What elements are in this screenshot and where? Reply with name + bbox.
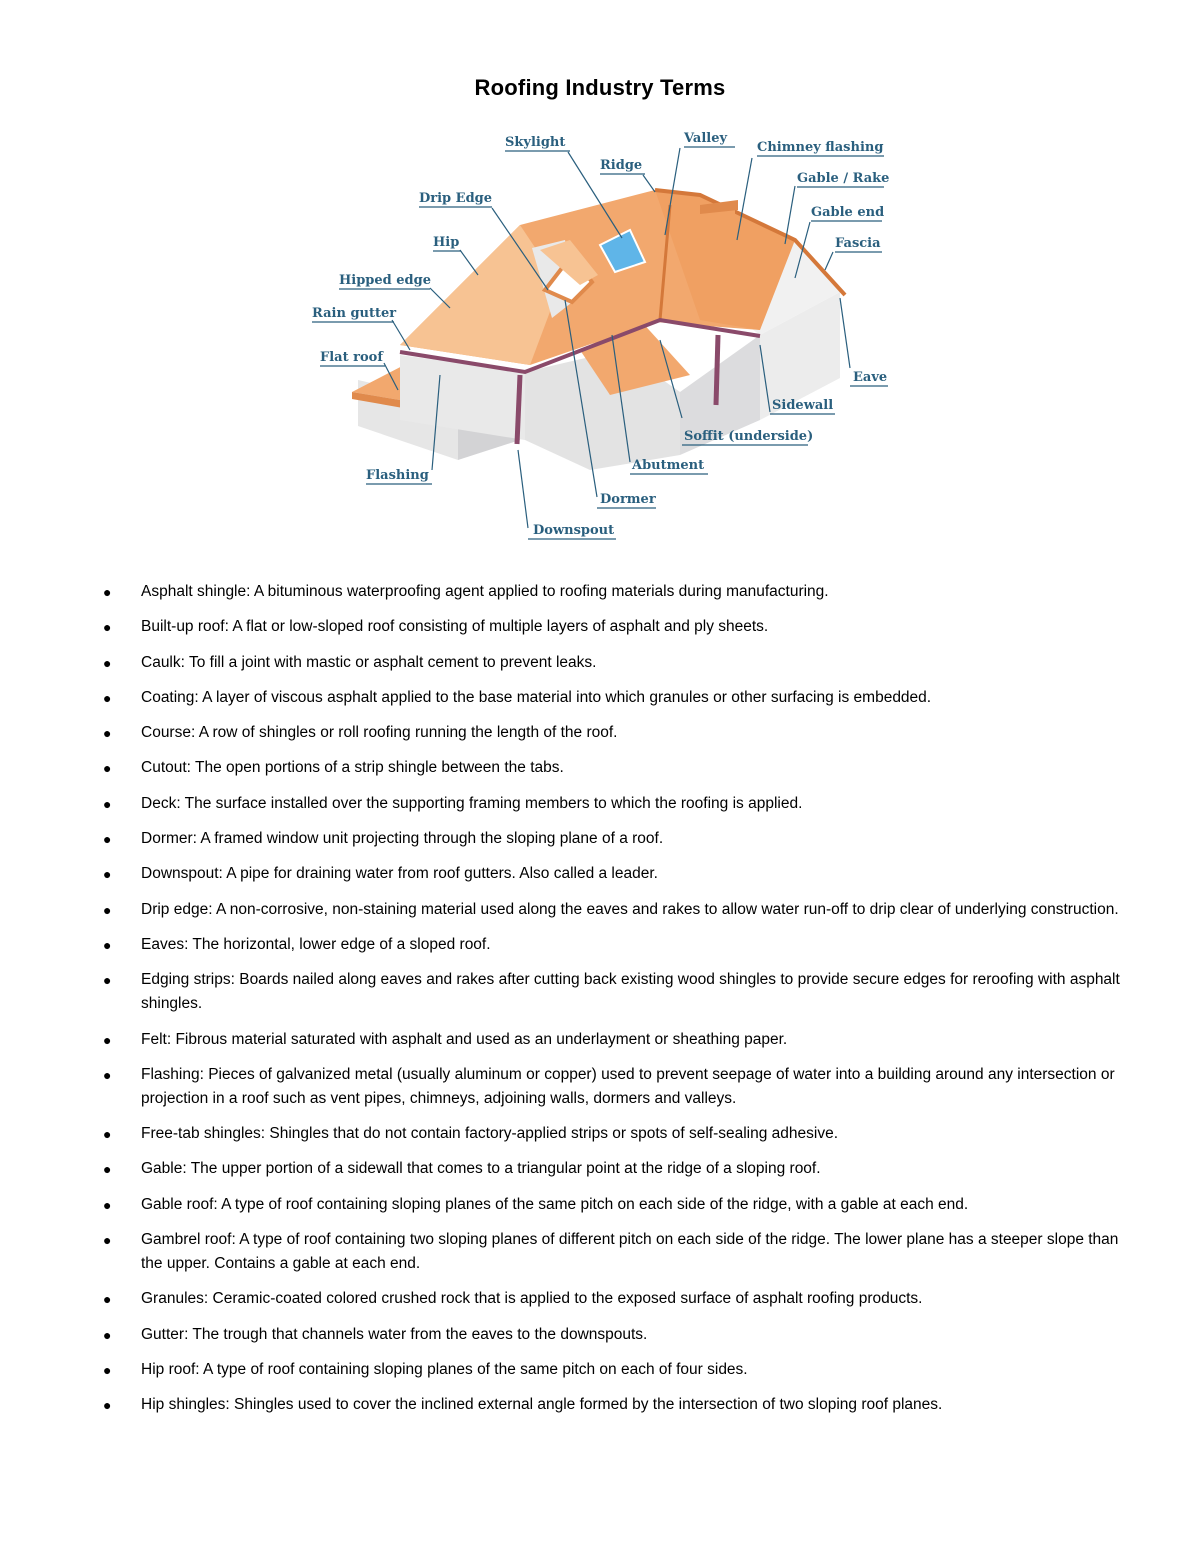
label-hipped-edge: Hipped edge (339, 273, 432, 288)
term-caulk: ● Caulk: To fill a joint with mastic or asphalt cement to prevent leaks. (103, 651, 1133, 675)
label-sidewall: Sidewall (772, 398, 834, 413)
label-fascia: Fascia (835, 236, 881, 251)
bullet-icon: ● (103, 866, 112, 883)
term-drip-edge: ● Drip edge: A non-corrosive, non-staining material used along the eaves and rakes to allow water run-off to drip clear of underlying construction. (103, 898, 1133, 922)
downspout-pipe (517, 375, 520, 444)
label-drip-edge: Drip Edge (419, 191, 493, 206)
label-skylight: Skylight (505, 135, 566, 150)
bullet-icon: ● (103, 725, 112, 742)
label-valley: Valley (684, 131, 728, 146)
bullet-icon: ● (103, 1291, 112, 1308)
downspout-leader (518, 450, 528, 528)
bullet-icon: ● (103, 1161, 112, 1178)
roof-diagram-illustration (300, 120, 900, 550)
terms-list (103, 580, 1133, 1429)
bullet-icon: ● (103, 1126, 112, 1143)
label-gable-end: Gable end (811, 205, 885, 220)
label-chimney-flashing: Chimney flashing (757, 140, 884, 155)
bullet-icon: ● (103, 831, 112, 848)
bullet-icon: ● (103, 1232, 112, 1249)
term-deck: ● Deck: The surface installed over the supporting framing members to which the roofing is applied. (103, 792, 1133, 816)
page-title: Roofing Industry Terms (474, 75, 726, 100)
label-flashing: Flashing (366, 468, 429, 483)
bullet-icon: ● (103, 619, 112, 636)
bullet-icon: ● (103, 1196, 112, 1213)
bullet-icon: ● (103, 901, 112, 918)
rain-gutter-leader (392, 320, 410, 350)
fascia-leader (825, 252, 833, 270)
term-built-up-roof: ● Built-up roof: A flat or low-sloped roof consisting of multiple layers of asphalt and ply sheets. (103, 615, 1133, 639)
term-edging-strips: ● Edging strips: Boards nailed along eaves and rakes after cutting back existing wood shingles to provide secure edges for reroofing with asphalt shingles. (103, 968, 1133, 1016)
term-course: ● Course: A row of shingles or roll roofing running the length of the roof. (103, 721, 1133, 745)
term-felt: ● Felt: Fibrous material saturated with asphalt and used as an underlayment or sheathing paper. (103, 1028, 1133, 1052)
bullet-icon: ● (103, 1361, 112, 1378)
term-flashing: ● Flashing: Pieces of galvanized metal (usually aluminum or copper) used to prevent seepage of water into a building around any intersection or projection in a roof such as vent pipes, chimneys, adjoining walls, dormers and valleys. (103, 1063, 1133, 1111)
term-gutter: ● Gutter: The trough that channels water from the eaves to the downspouts. (103, 1323, 1133, 1347)
term-gambrel-roof: ● Gambrel roof: A type of roof containing two sloping planes of different pitch on each side of the ridge. The lower plane has a steeper slope than the upper. Contains a gable at each end. (103, 1228, 1133, 1276)
term-downspout: ● Downspout: A pipe for draining water from roof gutters. Also called a leader. (103, 862, 1133, 886)
label-rain-gutter: Rain gutter (312, 306, 397, 321)
bullet-icon: ● (103, 654, 112, 671)
label-downspout: Downspout (533, 523, 615, 538)
label-soffit: Soffit (underside) (684, 429, 814, 444)
term-eaves: ● Eaves: The horizontal, lower edge of a sloped roof. (103, 933, 1133, 957)
rear-downspout-pipe (716, 335, 718, 405)
term-free-tab-shingles: ● Free-tab shingles: Shingles that do not contain factory-applied strips or spots of self-sealing adhesive. (103, 1122, 1133, 1146)
label-ridge: Ridge (600, 158, 643, 173)
bullet-icon: ● (103, 1397, 112, 1414)
term-hip-shingles: ● Hip shingles: Shingles used to cover the inclined external angle formed by the intersection of two sloping roof planes. (103, 1393, 1133, 1417)
hip-leader (460, 250, 478, 275)
term-gable: ● Gable: The upper portion of a sidewall that comes to a triangular point at the ridge of a sloping roof. (103, 1157, 1133, 1181)
eave-leader (840, 298, 850, 368)
gable-rake-leader (785, 186, 795, 244)
label-abutment: Abutment (632, 458, 705, 473)
label-dormer: Dormer (600, 492, 656, 507)
ridge-leader (643, 175, 655, 192)
bullet-icon: ● (103, 1066, 112, 1083)
bullet-icon: ● (103, 1326, 112, 1343)
label-eave: Eave (853, 370, 888, 385)
bullet-icon: ● (103, 760, 112, 777)
bullet-icon: ● (103, 795, 112, 812)
roof-diagram (300, 120, 900, 550)
term-gable-roof: ● Gable roof: A type of roof containing sloping planes of the same pitch on each side of the ridge, with a gable at each end. (103, 1193, 1133, 1217)
term-granules: ● Granules: Ceramic-coated colored crushed rock that is applied to the exposed surface of asphalt roofing products. (103, 1287, 1133, 1311)
term-coating: ● Coating: A layer of viscous asphalt applied to the base material into which granules or other surfacing is embedded. (103, 686, 1133, 710)
term-hip-roof: ● Hip roof: A type of roof containing sloping planes of the same pitch on each of four sides. (103, 1358, 1133, 1382)
label-hip: Hip (433, 235, 460, 250)
bullet-icon: ● (103, 1031, 112, 1048)
term-dormer: ● Dormer: A framed window unit projecting through the sloping plane of a roof. (103, 827, 1133, 851)
bullet-icon: ● (103, 936, 112, 953)
bullet-icon: ● (103, 972, 112, 989)
label-flat-roof: Flat roof (320, 350, 383, 365)
term-asphalt-shingle: ● Asphalt shingle: A bituminous waterproofing agent applied to roofing materials during manufacturing. (103, 580, 1133, 604)
label-gable-rake: Gable / Rake (797, 171, 890, 186)
bullet-icon: ● (103, 584, 112, 600)
bullet-icon: ● (103, 689, 112, 706)
term-cutout: ● Cutout: The open portions of a strip shingle between the tabs. (103, 756, 1133, 780)
